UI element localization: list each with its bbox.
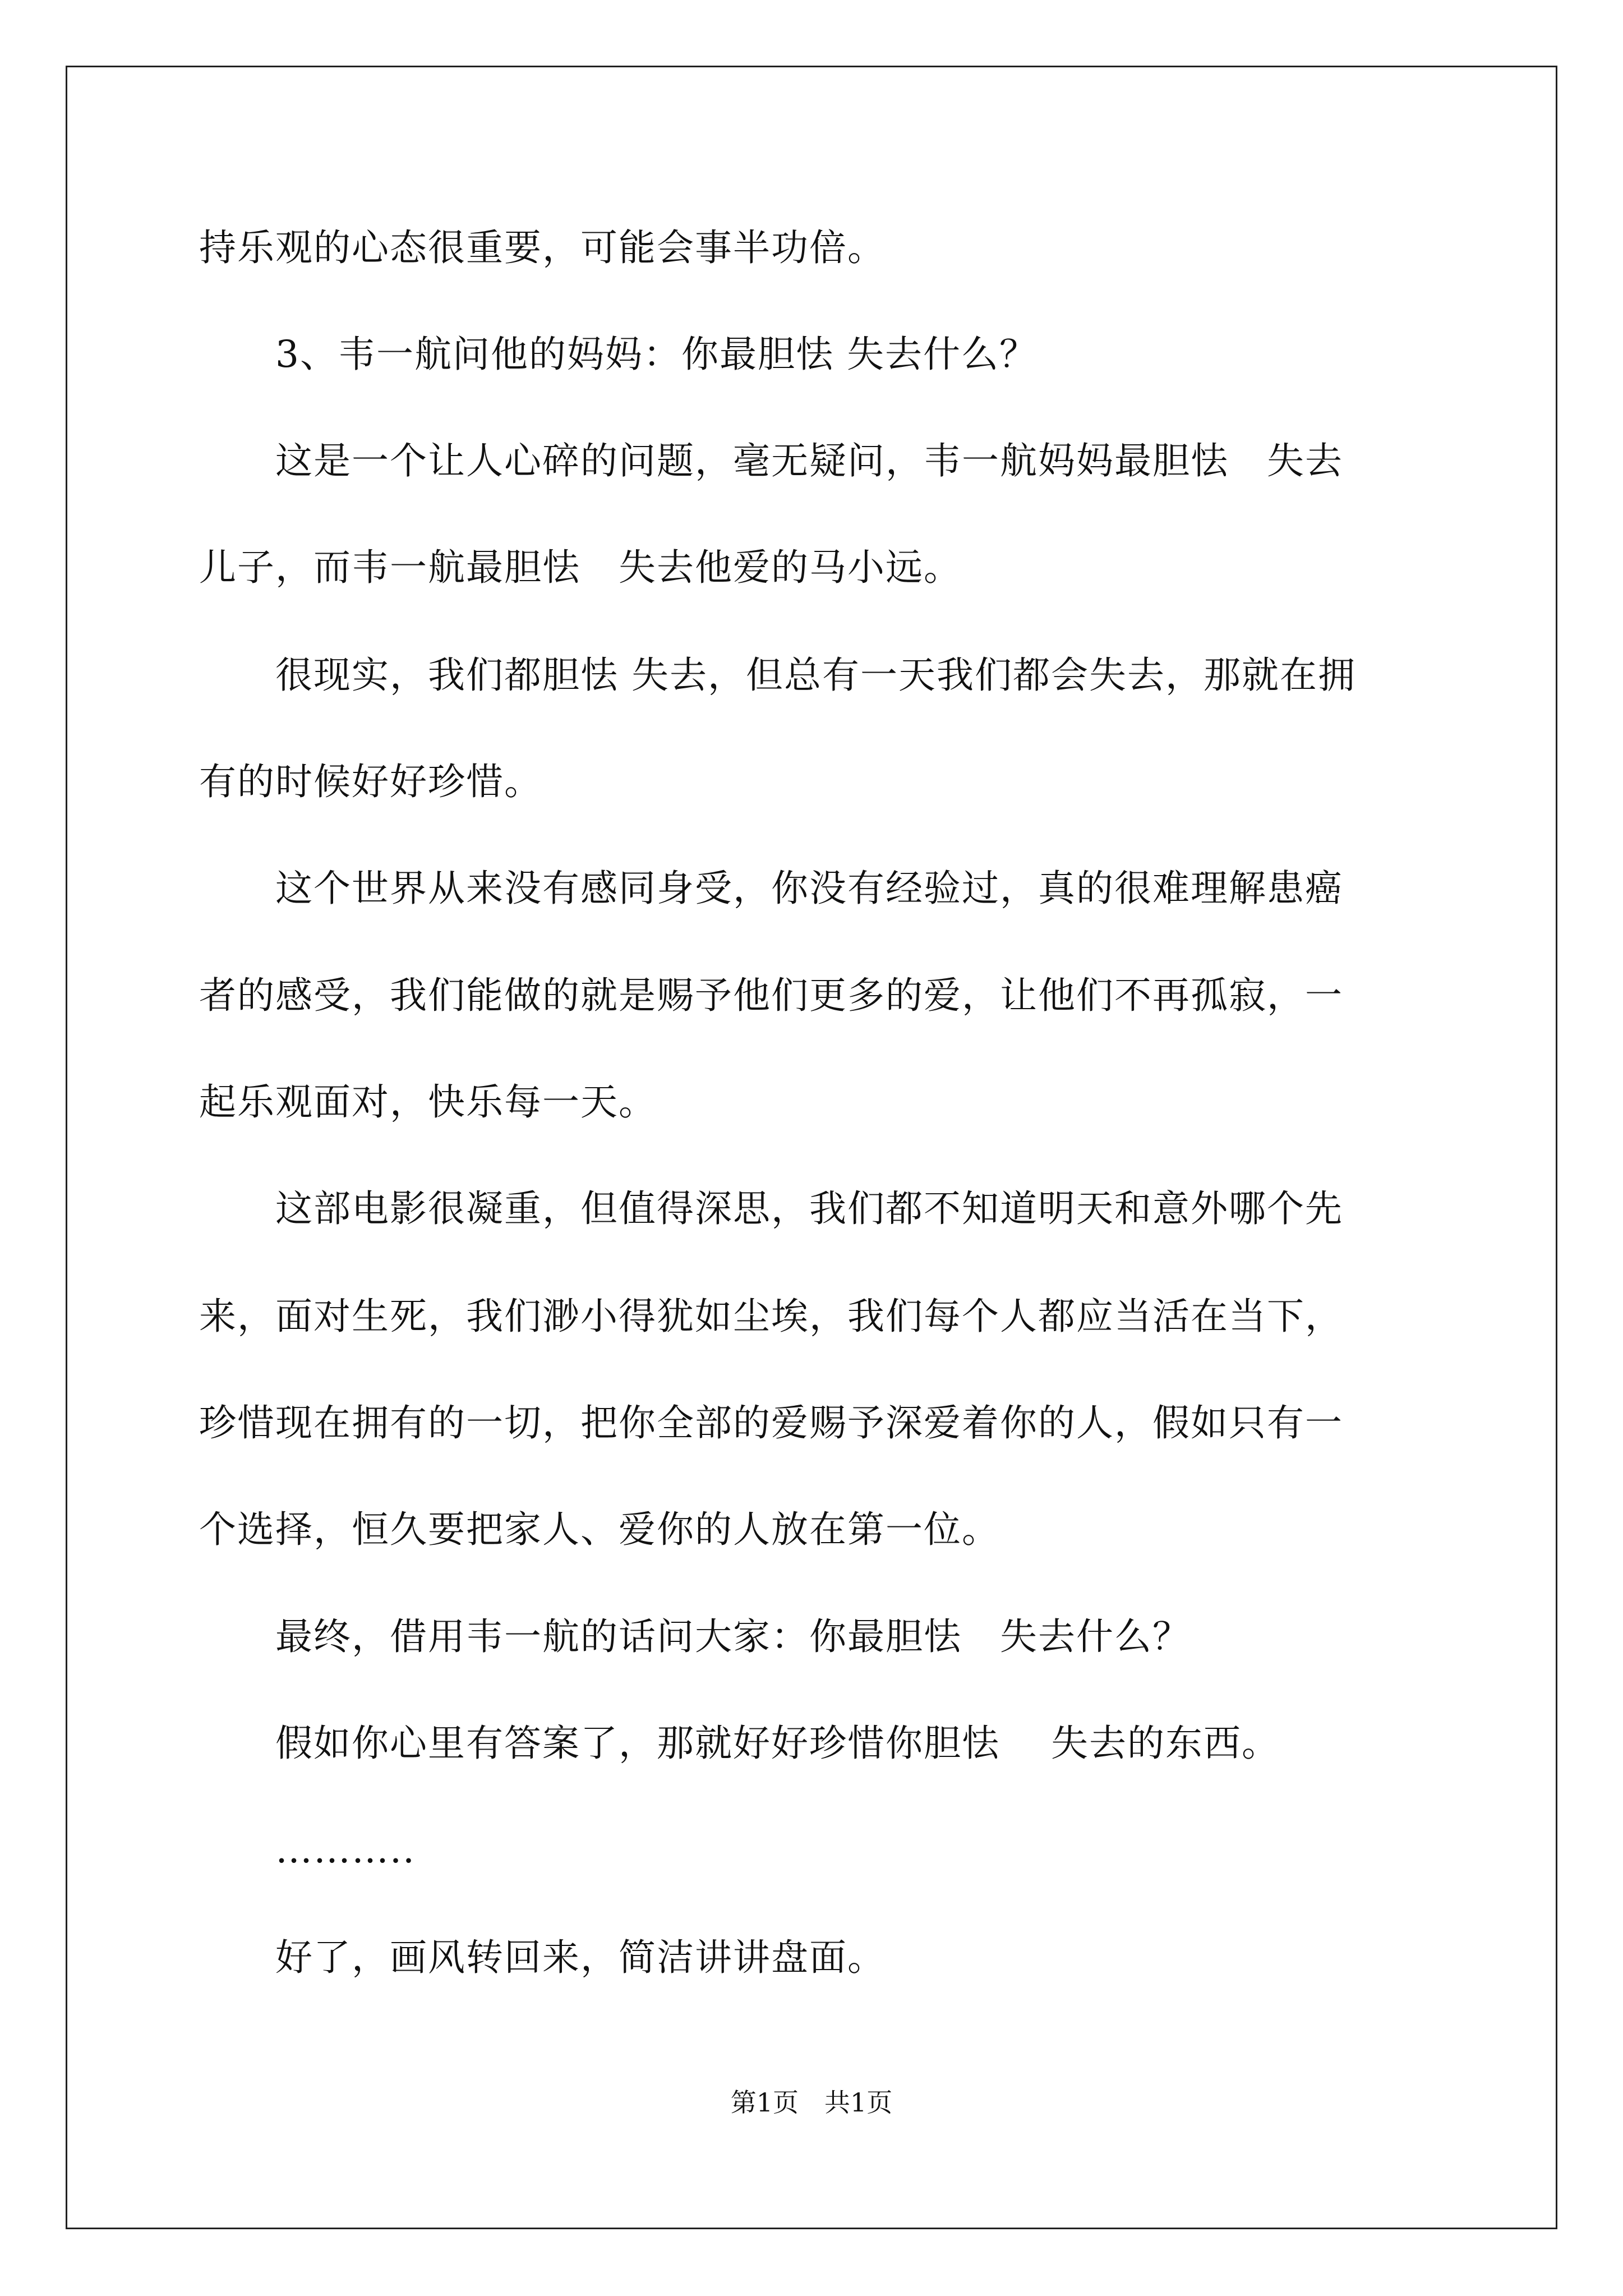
text-line: 这个世界从来没有感同身受，你没有经验过，真的很难理解患癌 [199,867,1343,910]
page-border [66,66,1557,2229]
text-line: 个选择，恒久要把家人、爱你的人放在第一位。 [199,1508,1000,1551]
text-line: 有的时候好好珍惜。 [199,760,542,803]
page-footer: 第1页 共1页 [730,2087,893,2118]
text-line: 假如你心里有答案了，那就好好珍惜你胆怯 失去的东西。 [199,1722,1280,1765]
text-line: 儿子，而韦一航最胆怯 失去他爱的马小远。 [199,546,962,589]
text-line: 来，面对生死，我们渺小得犹如尘埃，我们每个人都应当活在当下， [199,1295,1343,1338]
text-line: 持乐观的心态很重要，可能会事半功倍。 [199,226,886,269]
text-line: 者的感受，我们能做的就是赐予他们更多的爱，让他们不再孤寂，一 [199,974,1343,1017]
text-line: 好了，画风转回来，简洁讲讲盘面。 [199,1936,886,1979]
text-line: 起乐观面对，快乐每一天。 [199,1080,657,1124]
text-line: 3、韦一航问他的妈妈：你最胆怯 失去什么？ [199,333,1038,376]
text-line: ……….. [199,1828,416,1871]
text-line: 最终，借用韦一航的话问大家：你最胆怯 失去什么？ [199,1615,1191,1658]
text-line: 这是一个让人心碎的问题，毫无疑问，韦一航妈妈最胆怯 失去 [199,439,1343,482]
text-line: 很现实，我们都胆怯 失去，但总有一天我们都会失去，那就在拥 [199,654,1356,697]
text-line: 这部电影很凝重，但值得深思，我们都不知道明天和意外哪个先 [199,1187,1343,1230]
text-line: 珍惜现在拥有的一切，把你全部的爱赐予深爱着你的人，假如只有一 [199,1401,1343,1444]
